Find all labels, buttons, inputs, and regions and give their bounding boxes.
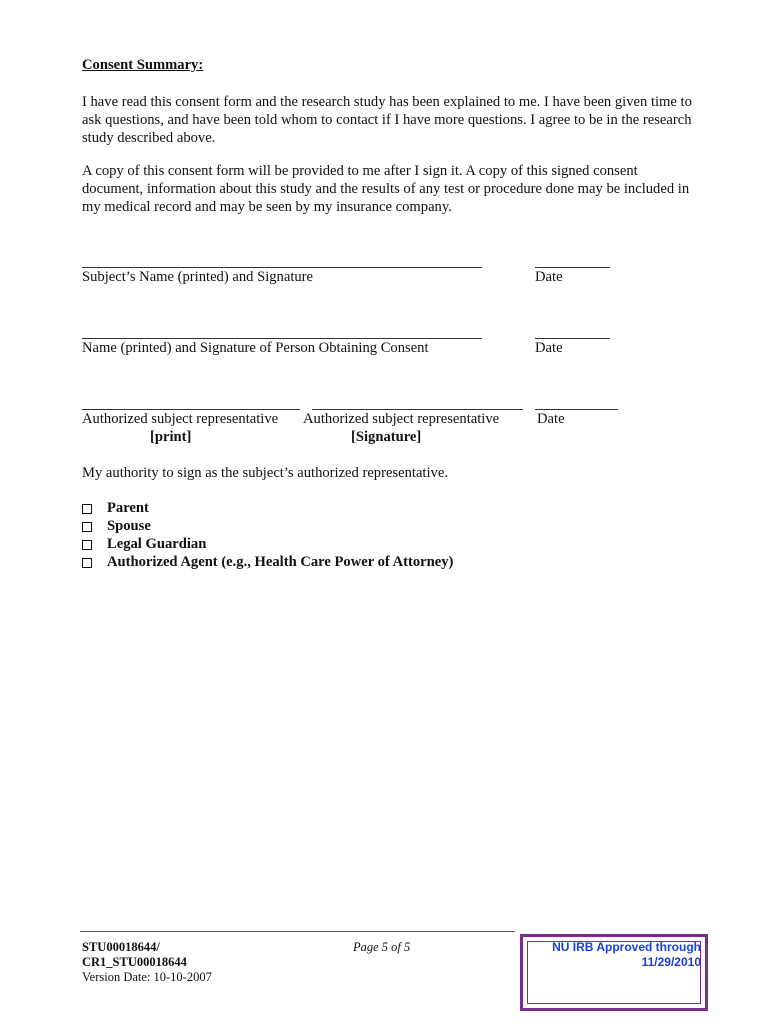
- checkbox[interactable]: [82, 522, 92, 532]
- representative-date-label: Date: [537, 411, 565, 427]
- subject-date-label: Date: [535, 269, 563, 285]
- obtaining-date-label: Date: [535, 340, 563, 356]
- option-label: Spouse: [107, 518, 151, 534]
- subject-date-line[interactable]: [535, 267, 610, 268]
- study-id-line-2: CR1_STU00018644: [82, 955, 187, 969]
- option-label: Legal Guardian: [107, 536, 207, 552]
- stamp-line-2: 11/29/2010: [641, 955, 701, 969]
- version-date: Version Date: 10-10-2007: [82, 970, 212, 984]
- section-heading: Consent Summary:: [82, 57, 204, 73]
- obtaining-signature-label: Name (printed) and Signature of Person Obtaining Consent: [82, 340, 429, 356]
- irb-approval-stamp: [520, 934, 708, 1011]
- representative-signature-label: Authorized subject representative: [303, 411, 500, 427]
- consent-paragraph-1: I have read this consent form and the research study has been explained to me. I have been given time to ask questions, and have been told whom to contact if I have more questions. I agree to be in the research study described above.: [82, 94, 692, 146]
- checkbox[interactable]: [82, 504, 92, 514]
- option-legal-guardian[interactable]: [82, 536, 206, 553]
- consent-paragraph-2: A copy of this consent form will be provided to me after I sign it. A copy of this signed consent document, information about this study and the results of any test or procedure done may be included in my medical record and may be seen by my insurance company.: [82, 163, 690, 215]
- subject-signature-label: Subject’s Name (printed) and Signature: [82, 269, 314, 285]
- representative-print-label: Authorized subject representative: [82, 411, 279, 427]
- option-parent[interactable]: [82, 500, 149, 517]
- obtaining-date-line[interactable]: [535, 338, 610, 339]
- checkbox[interactable]: [82, 558, 92, 568]
- subject-signature-line[interactable]: [82, 267, 482, 268]
- representative-date-line[interactable]: [535, 409, 618, 410]
- option-authorized-agent[interactable]: [82, 554, 453, 571]
- obtaining-signature-line[interactable]: [82, 338, 482, 339]
- footer-divider: [80, 931, 515, 932]
- footer-study-info: [82, 940, 212, 985]
- authority-text: My authority to sign as the subject’s authorized representative.: [82, 465, 448, 481]
- option-label: Parent: [107, 500, 149, 516]
- representative-signature-line[interactable]: [312, 409, 523, 410]
- option-label: Authorized Agent (e.g., Health Care Power of Attorney): [107, 554, 454, 570]
- page-number: Page 5 of 5: [353, 940, 411, 954]
- stamp-line-1: NU IRB Approved through: [552, 940, 701, 954]
- representative-print-line[interactable]: [82, 409, 300, 410]
- option-spouse[interactable]: [82, 518, 151, 535]
- representative-print-sub: [print]: [150, 429, 192, 445]
- representative-signature-sub: [Signature]: [351, 429, 422, 445]
- study-id-line-1: STU00018644/: [82, 940, 160, 954]
- checkbox[interactable]: [82, 540, 92, 550]
